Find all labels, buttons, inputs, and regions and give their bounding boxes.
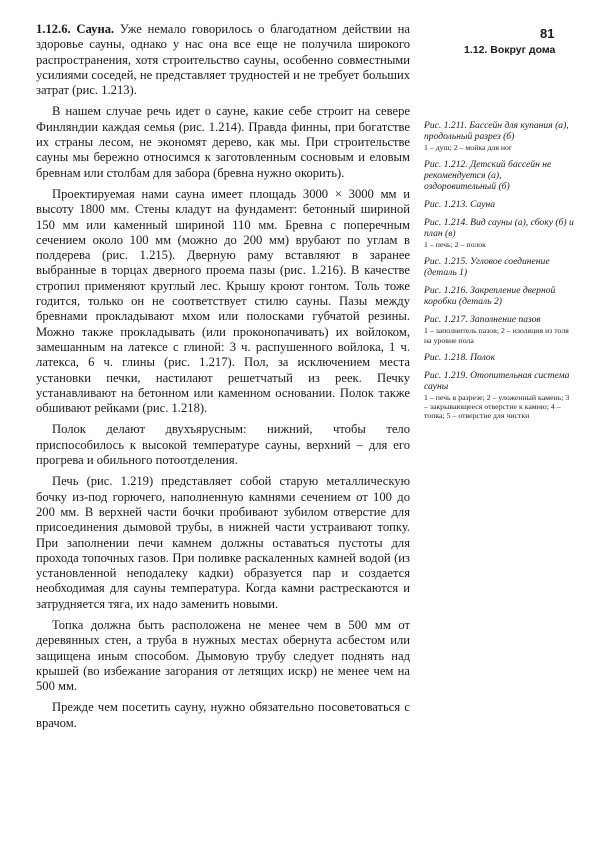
figure-caption xyxy=(424,285,574,307)
caption-title: Рис. 1.212. Детский бассейн не рекомендуется (а), оздоровительный (б) xyxy=(424,159,552,193)
body-paragraph: Полок делают двухъярусным: нижний, чтобы тело приспособилось к высокой температуре сауны, верхний – для его прогрева и обильного потоотделения. xyxy=(36,422,410,468)
body-paragraph: Прежде чем посетить сауну, нужно обязательно посоветоваться с врачом. xyxy=(36,700,410,730)
body-paragraph: Топка должна быть расположена не менее чем в 500 мм от деревянных стен, а труба в нужных местах обернута асбестом или защищена иным способом. Дымовую трубу следует поднять над крышей (во избежание загорания от летящих искр) не менее чем на 500 мм. xyxy=(36,617,410,694)
figure-caption xyxy=(424,120,574,152)
figure-caption xyxy=(424,370,574,421)
caption-title: Рис. 1.211. Бассейн для купания (а), продольный разрез (б) xyxy=(424,120,569,142)
caption-title: Рис. 1.217. Заполнение пазов xyxy=(424,314,541,326)
figure-caption xyxy=(424,352,574,363)
figure-caption xyxy=(424,159,574,192)
section-intro-text: Уже немало говорилось о благодатном действии на здоровье сауны, однако у нас она все еще не получила широкого распространения, хотя строительство сауны, особенно совместными усилиями соседей, не представляет трудностей и не требует больших затрат (рис. 1.213). xyxy=(36,22,410,98)
page-number: 81 xyxy=(540,26,555,41)
caption-legend: 1 – печь в разрезе; 2 – уложенный камень; 3 – закрывающееся отверстие к камню; 4 – топка; 5 – отверстие для чистки xyxy=(424,392,570,421)
running-head: 1.12. Вокруг дома xyxy=(464,44,556,56)
body-paragraph: Проектируемая нами сауна имеет площадь 3000 × 3000 мм и высоту 1800 мм. Стены кладут на фундамент: бетонный шириной 150 мм или каменный шириной 110 мм. Бревна с поперечным сечением около 100 мм (можно до 200 мм) врубают по углам в полдерева (рис. 1.215). Дверную раму вставляют в заранее выбранные в торцах дверного проема пазы (рис. 1.216). В качестве стропил применяют круглый лес. Крышу кроют гонтом. Толь тоже годится, только он не соответствует стилю сауны. Пазы между бревнами прокладывают мхом или полосками губчатой резины. Можно также прокладывать (или проконопачивать) их войлоком, замешанным на латексе с глиной: 3 ч. распушенного войлока, 1 ч. латекса, 6 ч. глины (рис. 1.217). Пол, за исключением места установки печки, настилают решетчатый из реек. Печку устанавливают на бетонном или каменном основании. Полок также обшивают рейками (рис. 1.218). xyxy=(36,186,410,416)
figure-caption xyxy=(424,314,574,344)
caption-title: Рис. 1.215. Угловое соединение (деталь 1) xyxy=(424,256,550,279)
section-title: Сауна. xyxy=(76,22,115,36)
caption-title: Рис. 1.218. Полок xyxy=(424,351,496,363)
caption-title: Рис. 1.216. Закрепление дверной коробки (деталь 2) xyxy=(424,285,556,308)
body-paragraph: Печь (рис. 1.219) представляет собой старую металлическую бочку из-под горючего, наполненную камнями сечением от 100 до 200 мм. В верхней части бочки пробивают зубилом отверстие для присоединения дымовой трубы, в нижней части устраивают топку. При заполнении печи камнем должны оставаться пустоты для прохода топочных газов. При поливке раскаленных камней водой (из установленной неподалеку кадки) образуется пар и создается необходимая для сауны температура. Когда камни растрескаются и затрудняется тяга, их надо заменить новыми. xyxy=(36,474,410,611)
caption-title: Рис. 1.214. Вид сауны (а), сбоку (б) и план (в) xyxy=(424,217,574,240)
section-number: 1.12.6. xyxy=(36,22,71,36)
figure-captions xyxy=(424,120,574,427)
caption-legend: 1 – печь; 2 – полок xyxy=(424,240,486,250)
caption-legend: 1 – заполнитель пазов; 2 – изоляция из толя на уровне пола xyxy=(424,326,569,345)
caption-title: Рис. 1.213. Сауна xyxy=(424,199,496,211)
body-paragraph: В нашем случае речь идет о сауне, какие себе строит на севере Финляндии каждая семья (рис. 1.214). Правда финны, при богатстве их страны лесом, не экономят дерево, как мы. При строительстве сауны мы бережно относимся к заготовленным сосновым и еловым бревнам или столбам для забора (бревна нужно окорить). xyxy=(36,104,410,180)
caption-legend: 1 – душ; 2 – мойка для ног xyxy=(424,143,513,152)
main-text-column xyxy=(36,22,410,737)
figure-caption xyxy=(424,217,574,249)
caption-title: Рис. 1.219. Отопительная система сауны xyxy=(424,369,570,392)
section-intro-paragraph xyxy=(36,22,410,98)
figure-caption xyxy=(424,199,574,210)
figure-caption xyxy=(424,256,574,278)
